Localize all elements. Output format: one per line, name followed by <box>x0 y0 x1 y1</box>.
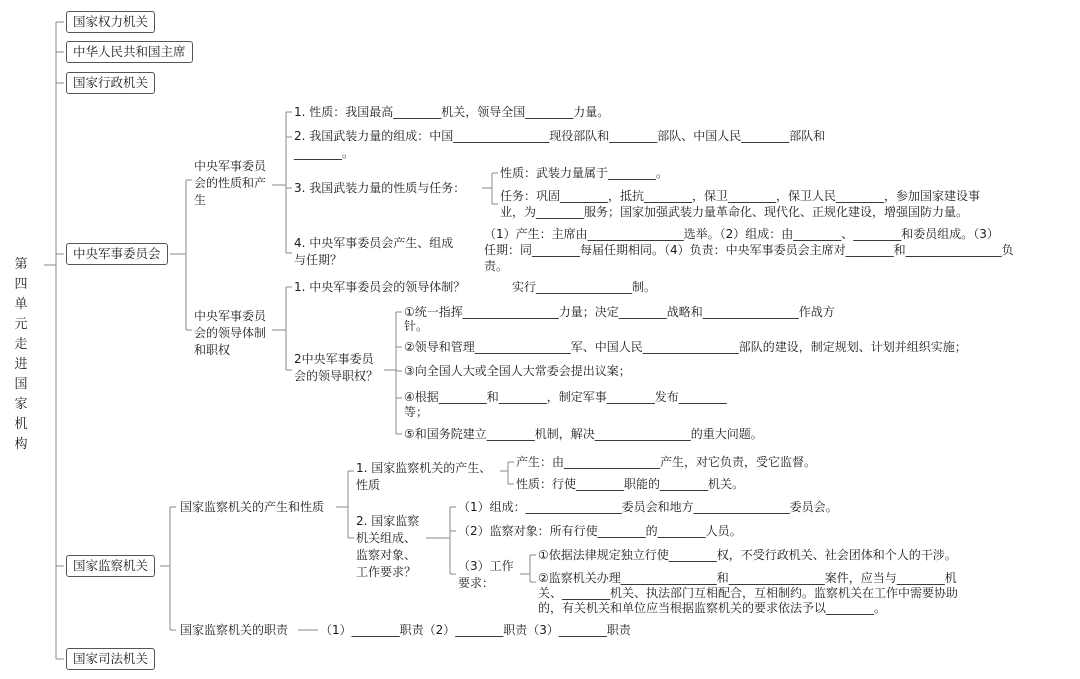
cmc-q3-task-b: 业，为________服务；国家加强武装力量革命化、现代化、正规化建设，增强国防力量。 <box>500 205 969 219</box>
node-president[interactable]: 中华人民共和国主席 <box>66 41 193 63</box>
cmc-leader-heading: 中央军事委员会的领导体制和职权 <box>194 309 267 357</box>
cmc-q4-a: （1）产生：主席由________________选举。（2）组成：由________、________和委员组成。（3） <box>484 227 999 241</box>
sup-s1: 1. 国家监察机关的产生、性质 <box>356 461 492 492</box>
sup-w2a: ②监察机关办理________________和________________案件，应当与________机 <box>538 571 957 585</box>
cmc-nature-heading: 中央军事委员会的性质和产生 <box>194 159 267 207</box>
node-power-organ[interactable]: 国家权力机关 <box>66 11 155 33</box>
sup-s1-b: 性质：行使________职能的________机关。 <box>516 477 745 491</box>
sup-w2b: 关、________机关、执法部门互相配合，互相制约。监察机关在工作中需要协助 <box>538 586 959 600</box>
cmc-p2: ②领导和管理________________军、中国人民________________部队的建设，制定规划、计划并组织实施； <box>404 340 967 354</box>
sup-gen-heading: 国家监察机关的产生和性质 <box>180 500 325 514</box>
sup-s2-a: （1）组成：________________委员会和地方________________委员会。 <box>458 500 838 514</box>
cmc-l1-answer: 实行________________制。 <box>512 280 657 294</box>
sup-s2: 2. 国家监察机关组成、监察对象、工作要求？ <box>356 514 420 579</box>
cmc-q3: 3. 我国武装力量的性质与任务： <box>294 181 466 195</box>
cmc-q3-nature: 性质：武装力量属于________。 <box>500 166 669 180</box>
node-supervision[interactable]: 国家监察机关 <box>66 555 155 577</box>
cmc-q3-task-a: 任务：巩固________，抵抗________，保卫________，保卫人民________，参加国家建设事 <box>500 189 981 203</box>
sup-w2c: 的，有关机关和单位应当根据监察机关的要求依法予以________。 <box>538 601 887 615</box>
sup-duty-heading: 国家监察机关的职责 <box>180 623 289 637</box>
sup-duty: （1）________职责（2）________职责（3）________职责 <box>320 623 631 637</box>
node-cmc[interactable]: 中央军事委员会 <box>66 243 168 265</box>
cmc-q4-b: 任期：同________每届任期相同。（4）负责：中央军事委员会主席对________和________________负 <box>484 243 1014 257</box>
cmc-p1a: ①统一指挥________________力量；决定________战略和________________作战方 <box>404 305 835 319</box>
cmc-p3: ③向全国人大或全国人大常委会提出议案； <box>404 364 631 378</box>
cmc-p4b: 等； <box>404 405 429 419</box>
cmc-q4-c: 责。 <box>484 259 509 273</box>
node-executive[interactable]: 国家行政机关 <box>66 72 155 94</box>
sup-s1-a: 产生：由________________产生，对它负责，受它监督。 <box>516 455 817 469</box>
node-judicial[interactable]: 国家司法机关 <box>66 648 155 670</box>
sup-s2-b: （2）监察对象：所有行使________的________人员。 <box>458 524 742 538</box>
cmc-l1: 1. 中央军事委员会的领导体制？ <box>294 280 466 294</box>
cmc-q2b: ________。 <box>294 146 355 160</box>
cmc-q2a: 2. 我国武装力量的组成：中国________________现役部队和________部队、中国人民________部队和 <box>294 129 826 143</box>
cmc-p1b: 针。 <box>404 319 429 333</box>
cmc-l2: 2中央军事委员会的领导职权？ <box>294 352 379 383</box>
sup-w1: ①依据法律规定独立行使________权，不受行政机关、社会团体和个人的干涉。 <box>538 548 957 562</box>
cmc-q4: 4. 中央军事委员会产生、组成与任期？ <box>294 236 454 267</box>
cmc-q1: 1. 性质：我国最高________机关，领导全国________力量。 <box>294 105 610 119</box>
sup-s2-c: （3）工作要求： <box>458 559 514 590</box>
root-title: 第四单元走进国家机构 <box>14 257 28 452</box>
cmc-p4a: ④根据________和________，制定军事________发布________ <box>404 390 727 404</box>
cmc-p5: ⑤和国务院建立________机制，解决________________的重大问题。 <box>404 427 763 441</box>
